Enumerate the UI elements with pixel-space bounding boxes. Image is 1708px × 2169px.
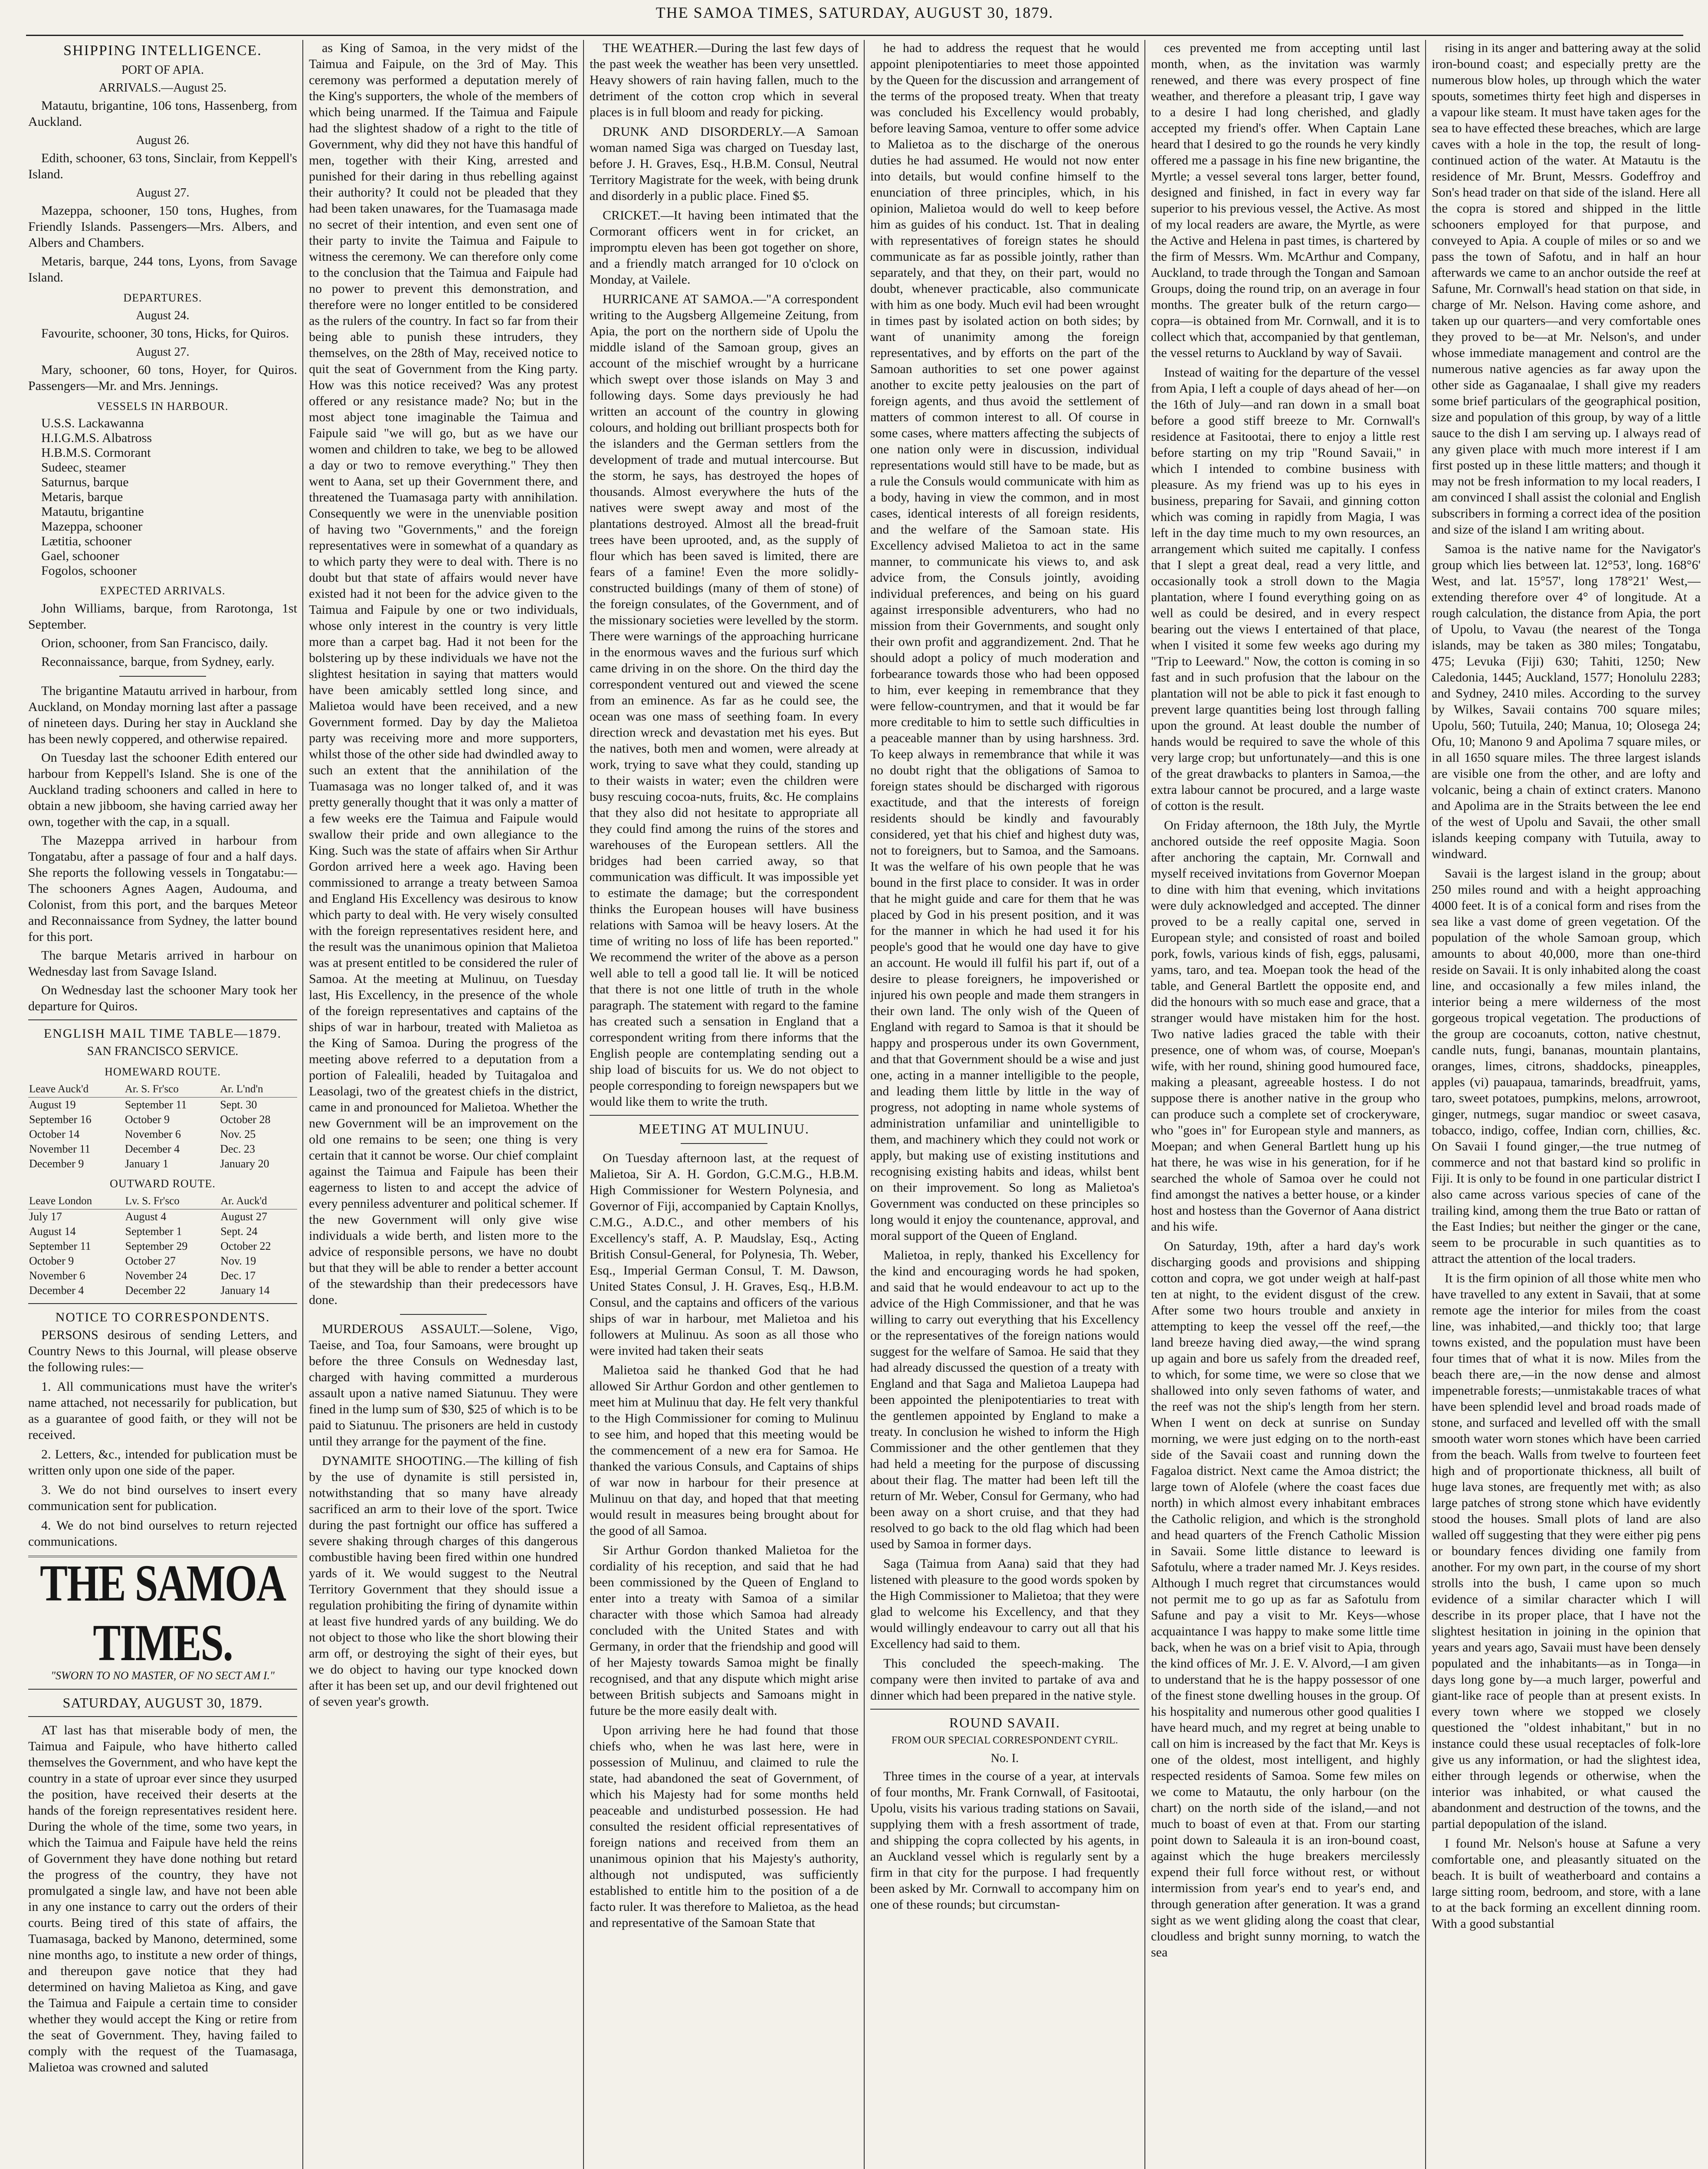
table-cell: January 20 <box>220 1157 269 1170</box>
table-cell: October 22 <box>220 1240 271 1252</box>
table-cell: November 6 <box>29 1269 85 1282</box>
meeting-text: This concluded the speech-making. The company were then invited to partake of ava and dinner which had been prepared in the native style. <box>870 1656 1139 1703</box>
homeward-table <box>28 1081 297 1171</box>
table-cell: December 4 <box>29 1284 84 1297</box>
savaii-number: No. I. <box>990 1752 1019 1765</box>
head-rule <box>26 35 1683 36</box>
outward-table <box>28 1193 297 1298</box>
outward-title: OUTWARD ROUTE. <box>110 1177 216 1190</box>
table-header: Leave London <box>28 1193 125 1209</box>
meeting-text: On Tuesday afternoon last, at the request of Malietoa, Sir A. H. Gordon, G.C.M.G., H.B.M. High Commissioner for Western Polynesia, and Governor of Fiji, accompanied by Captain Knollys, C.M.G., A.D.C., and other members of his Excellency's staff, A. P. Maudslay, Esq., Acting British Consul-General, for Polynesia, Th. Weber, Esq., Imperial German Consul, T. M. Dawson, United States Consul, J. H. Graves, Esq., H.B.M. Consul, and the captains and officers of the various ships of war in harbour, met Malietoa and his followers at Mulinuu. As soon as all those who were invited had taken their seats <box>590 1151 859 1358</box>
savaii-text: Samoa is the native name for the Navigator's group which lies between lat. 12°53', long. 168°6' West, and lat. 15°57', long 178°21' West,—extending therefore over 4° of longitude. At a rough calculation, the distance from Apia, the port of Upolu, to Vavau (the nearest of the Tonga islands, may be taken as 380 miles; Tongatabu, 475; Levuka (Fiji) 630; Tahiti, 1250; New Caledonia, 1445; Auckland, 1577; Honolulu 2283; and Sydney, 2410 miles. According to the survey by Wilkes, Savaii contains 700 square miles; Upolu, 560; Tutuila, 240; Manua, 10; Olosega 24; Ofu, 10; Manono 9 and Apolima 7 square miles, or in all 1650 square miles. The three largest islands are visible one from the other, and are lofty and volcanic, being a chain of extinct craters. Manono and Apolima are in the Straits between the lee end of the west of Upolu and Savaii, the other small islands keeping company with Tutuila, away to windward. <box>1432 542 1701 861</box>
arrival-entry: Metaris, barque, 244 tons, Lyons, from Savage Island. <box>28 254 297 285</box>
savaii-text: It is the firm opinion of all those white men who have travelled to any extent in Savaii, that at some remote age the interior for miles from the coast line, was inhabited,—and thickly too; that large towns existed, and the population must have been four times that of what it is now. Miles from the beach there are,—in the now dense and almost impenetrable forests;—unmistakable traces of what have been splendid level and broad roads made of stone, and surfaced and levelled off with the small smooth water worn stones which have been carried from the beach. Walls from twelve to fourteen feet high and of proportionate thickness, all built of huge lava stones, are frequently met with; as also large patches of strong stone which have evidently stood the houses. Small plots of land are also walled off suggesting that they were either pig pens or boundary fences dividing one family from another. For my own part, in the course of my short strolls into the bush, I came upon so much evidence of a similar character which I will describe in its proper place, that I have not the slightest hesitation in joining in the opinion that years and years ago, Savaii must have been densely populated and the inhabitants—as in Tonga—in days long gone by—a much larger, powerful and giant-like race of people than at present exists. In every town where we stopped we closely questioned the "oldest inhabitant," but in no instance could these usual receptacles of folk-lore give us any information, or had the slightest idea, either through legends or otherwise, when the interior was inhabited, or what caused the abandonment and destruction of the towns, and the partial depopulation of the island. <box>1432 1271 1701 1831</box>
divider <box>28 1303 297 1304</box>
table-header: Lv. S. Fr'sco <box>125 1193 220 1209</box>
table-row <box>28 1112 297 1127</box>
notice-paragraph: 4. We do not bind ourselves to return rejected communications. <box>28 1518 297 1549</box>
column-rule <box>1425 40 1426 2169</box>
column-rule <box>302 40 303 2169</box>
savaii-byline: FROM OUR SPECIAL CORRESPONDENT CYRIL. <box>891 1735 1118 1746</box>
vessel-entry: Gael, schooner <box>41 549 119 563</box>
running-head: THE SAMOA TIMES, SATURDAY, AUGUST 30, 1879. <box>656 4 1054 21</box>
shipping-news: On Tuesday last the schooner Edith entered our harbour from Keppell's Island. She is one of the Auckland trading schooners and called in here to obtain a new jibboom, she having carried away her own, together with the cap, in a squall. <box>28 750 297 829</box>
shipping-title: SHIPPING INTELLIGENCE. <box>63 43 262 59</box>
table-row <box>28 1127 297 1142</box>
table-row <box>28 1157 297 1171</box>
table-cell: Dec. 17 <box>220 1269 256 1282</box>
divider <box>28 1689 297 1690</box>
expected-heading: EXPECTED ARRIVALS. <box>100 584 226 597</box>
table-cell: January 14 <box>220 1284 270 1297</box>
vessel-entry: Mazeppa, schooner <box>41 519 143 534</box>
table-cell: September 16 <box>29 1113 92 1126</box>
shipping-news: The brigantine Matautu arrived in harbour, from Auckland, on Monday morning last after a passage of nineteen days. During her stay in Auckland she has been newly coppered, and otherwise repaired. <box>28 684 297 746</box>
table-cell: October 28 <box>220 1113 271 1126</box>
news-item-weather: THE WEATHER.—During the last few days of the past week the weather has been very unsettled. Heavy showers of rain having fallen, much to the detriment of the cotton crop which in several places is in full bloom and ready for picking. <box>590 41 859 119</box>
notice-paragraph: 2. Letters, &c., intended for publication must be written only upon one side of the paper. <box>28 1447 297 1478</box>
vessel-entry: Fogolos, schooner <box>41 564 137 578</box>
savaii-text: I found Mr. Nelson's house at Safune a very comfortable one, and pleasantly situated on the beach. It is built of weatherboard and contains a large sitting room, bedroom, and store, with a lane to at the back forming an excellent dinning room. With a good substantial <box>1432 1836 1701 1931</box>
column-6 <box>1432 40 1701 2169</box>
table-cell: November 24 <box>125 1269 187 1282</box>
arrival-date: August 27. <box>136 186 190 200</box>
column-2 <box>309 40 578 2169</box>
table-cell: November 6 <box>125 1128 181 1140</box>
table-cell: September 29 <box>125 1240 188 1252</box>
table-cell: December 4 <box>125 1143 180 1155</box>
table-cell: October 9 <box>125 1113 170 1126</box>
savaii-text: Instead of waiting for the departure of the vessel from Apia, I left a couple of days ahead of her—on the 16th of July—and ran down in a small boat before a good stiff breeze to Mr. Cornwall's residence at Fasitootai, there to enjoy a little rest before starting on my trip "Round Savaii," in which I intended to combine business with pleasure. As my friend was up to his eyes in business, preparing for Savaii, and ginning cotton which was coming in rapidly from Magia, I was left in the day time much to my own resources, an arrangement which suited me capitally. I confess that I slept a great deal, read a very little, and occasionally took a stroll down to the Magia plantation, where I found everything going on as well as could be desired, and in every respect bearing out the views I entertained of that place, when I visited it some few weeks ago during my "Trip to Leeward." Now, the cotton is coming in so fast and in such profusion that the labour on the plantation will not be able to pick it fast enough to prevent large quantities being lost through falling upon the ground. At least double the number of hands would be required to save the whole of this very large crop; but unfortunately—and this is one of the great drawbacks to planters in Samoa,—the extra labour cannot be procured, and a large waste of cotton is the result. <box>1151 365 1420 813</box>
expected-entry: Reconnaissance, barque, from Sydney, early. <box>41 655 275 669</box>
editorial-text: AT last has that miserable body of men, the Taimua and Faipule, who have hitherto called themselves the Government, and who have kept the country in a state of uproar ever since they usurped the position, have received their deserts at the hands of the foreign representatives resident here. During the whole of the time, some two years, in which the Taimua and Faipule have held the reins of Government they have done nothing but retard the progress of the country, they have not promulgated a single law, and have not been able in any one instance to carry out the orders of their courts. Being tired of this state of affairs, the Tuamasaga, backed by Manono, determined, some nine months ago, to institute a new order of things, and thereupon gave notice that they had determined on having Malietoa as King, and gave the Taimua and Faipule a certain time to consider whether they would accept the King or retire from the seat of Government. They, having failed to comply with the request of the Tuamasaga, Malietoa was crowned and saluted <box>28 1723 297 2074</box>
vessel-entry: U.S.S. Lackawanna <box>41 416 144 430</box>
table-cell: September 11 <box>29 1240 91 1252</box>
departure-entry: Mary, schooner, 60 tons, Hoyer, for Quiros. Passengers—Mr. and Mrs. Jennings. <box>28 363 297 393</box>
notice-title: NOTICE TO CORRESPONDENTS. <box>55 1310 270 1324</box>
news-item-assault: MURDEROUS ASSAULT.—Solene, Vigo, Taeise, and Toa, four Samoans, were brought up before the three Consuls on Wednesday last, charged with having committed a murderous assault upon a native named Siatunuu. They were fined in the lump sum of $30, $25 of which is to be paid to Siatunuu. The prisoners are held in custody until they arrange for the payment of the fine. <box>309 1322 578 1448</box>
divider <box>400 1314 487 1315</box>
table-header: Ar. S. Fr'sco <box>124 1081 219 1098</box>
table-cell: Dec. 23 <box>220 1143 256 1155</box>
savaii-text: Three times in the course of a year, at intervals of four months, Mr. Frank Cornwall, of Fasitootai, Upolu, visits his various trading stations on Savaii, supplying them with a fresh assortment of trade, and shipping the copra collected by his agents, in an Auckland vessel which is regularly sent by a firm in that city for the purpose. I had frequently been asked by Mr. Cornwall to accompany him on one of these rounds; but circumstan- <box>870 1769 1139 1912</box>
vessel-entry: H.B.M.S. Cormorant <box>41 446 151 460</box>
table-cell: September 1 <box>125 1225 182 1238</box>
column-5 <box>1151 40 1420 2169</box>
table-cell: August 14 <box>29 1225 76 1238</box>
savaii-text: On Saturday, 19th, after a hard day's work discharging goods and provisions and shipping cotton and copra, we got under weigh at half-past ten at night, to the evident disgust of the crew. After some two hours trouble and anxiety in attempting to keep the vessel off the reef,—the land breeze having died away,—the wind sprang up again and bore us safely from the dreaded reef, to which, for some time, we were so close that we shallowed into only seven fathoms of water, and the reef was not the ship's length from her stern. When I went on deck at sunrise on Sunday morning, we were just edging on to the north-east side of the Savaii coast and running down the Fagaloa district. Next came the Amoa district; the large town of Alofele (where the coast faces due north) in which almost every inhabitant embraces the Catholic religion, and which is the stronghold and head quarters of the French Catholic Mission in Savaii. Some little distance to leeward is Safotulu, where a trader named Mr. J. Keys resides. Although I much regret that circumstances would not permit me to go up as far as Safotulu from Safune and pay a visit to Mr. Keys—whose acquaintance I was happy to make some little time back, when he was on a brief visit to Apia, through the kind offices of Mr. J. E. V. Alvord,—I am given to understand that he is the happy possessor of one of the finest stone dwelling houses in the group. Of his hospitality and numerous other good qualities I have heard much, and my regret at being unable to call on him is increased by the fact that Mr. Keys is one of the oldest, most intelligent, and highly respected residents of Samoa. Some few miles on we come to Matautu, the only harbour (on the chart) on the north side of the island,—and not much to boast of even at that. From our starting point down to Saleaula it is an iron-bound coast, against which the huge breakers mercilessly expend their full force without rest, or without intermission from year's end to year's end, and through generation after generation. It was a grand sight as we went gliding along the coast that clear, cloudless and bright sunny morning, to watch the sea <box>1151 1239 1420 1959</box>
table-row <box>28 1224 297 1239</box>
table-cell: July 17 <box>29 1210 62 1223</box>
table-header-row <box>28 1081 297 1098</box>
table-cell: August 27 <box>220 1210 267 1223</box>
table-cell: December 9 <box>29 1157 84 1170</box>
table-header-row <box>28 1193 297 1209</box>
issue-date: SATURDAY, AUGUST 30, 1879. <box>62 1695 263 1710</box>
table-cell: September 11 <box>125 1098 187 1111</box>
notice-paragraph: PERSONS desirous of sending Letters, and Country News to this Journal, will please observe the following rules:— <box>28 1328 297 1374</box>
notice-paragraph: 3. We do not bind ourselves to insert every communication sent for publication. <box>28 1483 297 1513</box>
departures-heading: DEPARTURES. <box>123 292 202 304</box>
vessel-entry: Sudeec, steamer <box>41 460 126 475</box>
column-rule <box>583 40 584 2169</box>
savaii-title: ROUND SAVAII. <box>949 1715 1060 1730</box>
editorial-text: as King of Samoa, in the very midst of the Taimua and Faipule, on the 3rd of May. This ceremony was performed a deputation merely of the King's supporters, the whole of the members of which being unarmed. If the Taimua and Faipule had the slightest shadow of a right to the title of Government, why did they not have this handful of men, together with their King, arrested and punished for their daring in thus rebelling against their authority? It could not be pleaded that they had been taken unawares, for the Tuamasaga made no secret of their intention, and even sent one of their party to invite the Taimua and Faipule to witness the ceremony. We can therefore only come to the conclusion that the Taimua and Faipule had no power to prevent this demonstration, and therefore were no longer entitled to be considered as the rulers of the country. In fact so far from their being able to punish these intruders, they themselves, on the 28th of May, received notice to quit the seat of Government from the King party. How was this notice received? Was any protest offered or any resistance made? No; but in the most abject tone imaginable the Taimua and Faipule said "we will go, but as we have our women and children to take, we beg to be allowed a day or two to remove everything." They then went to Aana, set up their Government there, and threatened the Tuamasaga party with annihilation. Consequently we were in the unenviable position of having two "Governments," and the foreign representatives were in somewhat of a quandary as to which party they were to deal with. There is no doubt but that state of affairs would never have existed had it not been for the advice given to the Taimua and Faipule by one or two individuals, whose only interest in the country is very little more than a carpet bag. Had it not been for the bolstering up by these individuals we have not the slightest hesitation in saying that matters would have been amicably settled long since, and Malietoa would have been received, and a new Government formed. Day by day the Malietoa party was receiving more and more supporters, whilst those of the other side had dwindled away to such an extent that the annihilation of the Tuamasaga was no longer talked of, and it was pretty generally thought that it was only a matter of a few weeks ere the Taimua and Faipule would swallow their pride and own allegiance to the King. Such was the state of affairs when Sir Arthur Gordon arrived here a week ago. Having been commissioned to arrange a treaty between Samoa and England His Excellency was desirous to know which party to deal with. He very wisely consulted with the foreign representatives resident here, and the result was the unanimous opinion that Malietoa was at present entitled to be considered the ruler of Samoa. At the meeting at Mulinuu, on Tuesday last, His Excellency, in the presence of the whole of the foreign representatives and captains of the ships of war in harbour, treated with Malietoa as the King of Samoa. During the progress of the meeting above referred to a deputation from a portion of Falealili, headed by Tuitagaloa and Leasolagi, two of the greatest chiefs in the district, came in and pronounced for Malietoa. Whether the new Government will be an improvement on the old one remains to be seen; one thing is very certain that it cannot be worse. Our chief complaint against the Taimua and Faipule has been their eagerness to listen to and accept the advice of every penniless adventurer and political schemer. If the new Government will only give wise individuals a wide berth, and listen more to the advice of responsible persons, we have no doubt but that they will be able to render a better account of the stewardship than their predecessors have done. <box>309 41 578 1307</box>
table-cell: Nov. 25 <box>220 1128 256 1140</box>
table-cell: Sept. 24 <box>220 1225 258 1238</box>
vessel-entry: Saturnus, barque <box>41 475 129 489</box>
savaii-text: Savaii is the largest island in the group; about 250 miles round and with a height approaching 4000 feet. It is of a conical form and rises from the sea like a vast dome of green vegetation. Of the population of the whole Samoan group, which amounts to about 40,000, more than one-third reside on Savaii. It is only inhabited along the coast line, and occasionally a few miles inland, the interior being a mere wilderness of the most gorgeous tropical vegetation. The productions of the group are cocoanuts, cotton, native chestnut, candle nuts, fungi, bananas, mountain plantains, oranges, limes, citrons, shaddocks, pineapples, apples (vi) pauapaua, tamarinds, breadfruit, yams, taro, sweet potatoes, pumpkins, melons, arrowroot, ginger, nutmegs, sugar mandioc or sweet casava, tobacco, indigo, coffee, Indian corn, chillies, &c. On Savaii I found ginger,—the true nutmeg of commerce and not that bastard kind so prolific in Fiji. It is only to be found in one particular district I also came across various species of cane of the trailing kind, among them the true Bato or rattan of the East Indies; but neither the ginger or the cane, seem to be procurable in such quantities as to attract the attention of the local traders. <box>1432 866 1701 1266</box>
table-row <box>28 1098 297 1113</box>
divider <box>28 1716 297 1717</box>
meeting-text: Sir Arthur Gordon thanked Malietoa for the cordiality of his reception, and said that he had been commissioned by the Queen of England to enter into a treaty with Samoa of a similar character with those which Samoa had already concluded with the United States and with Germany, in order that the friendship and good will of her Majesty towards Samoa might be finally recognised, and that any dispute which might arise between British subjects and Samoans might in future be the more easily dealt with. <box>590 1543 859 1718</box>
arrivals-heading: ARRIVALS.—August 25. <box>98 81 227 95</box>
column-rule <box>1144 40 1145 2169</box>
arrival-entry: Edith, schooner, 63 tons, Sinclair, from Keppell's Island. <box>28 151 297 181</box>
departure-date: August 24. <box>136 309 190 322</box>
vessel-entry: Metaris, barque <box>41 490 123 504</box>
paper-motto: "SWORN TO NO MASTER, OF NO SECT AM I." <box>51 1669 275 1682</box>
table-header: Leave Auck'd <box>28 1081 124 1098</box>
mail-table-sub: SAN FRANCISCO SERVICE. <box>87 1045 239 1058</box>
meeting-text: Upon arriving here he had found that those chiefs who, when he was last here, were in possession of Mulinuu, and claimed to rule the state, had abandoned the seat of Government, of which his Majesty had for some months held peaceable and undisturbed possession. He had consulted the resident official representatives of foreign nations and received from them an unanimous opinion that his Majesty's authority, although not undisputed, was sufficiently established to entitle him to the position of a de facto ruler. It was therefore to Malietoa, as the head and representative of the Samoan State that <box>590 1723 859 1930</box>
vessel-entry: H.I.G.M.S. Albatross <box>41 431 152 445</box>
divider <box>119 676 206 677</box>
meeting-title: MEETING AT MULINUU. <box>639 1121 810 1137</box>
arrival-date: August 26. <box>136 134 190 147</box>
table-cell: August 19 <box>29 1098 76 1111</box>
table-row <box>28 1254 297 1268</box>
arrival-entry: Mazeppa, schooner, 150 tons, Hughes, from Friendly Islands. Passengers—Mrs. Albers, and Albers and Chambers. <box>28 203 297 250</box>
notice-paragraph: 1. All communications must have the writer's name attached, not necessarily for publication, but as a guarantee of good faith, or they will not be received. <box>28 1379 297 1442</box>
table-row <box>28 1239 297 1254</box>
savaii-text: ces prevented me from accepting until last month, when, as the invitation was warmly renewed, and there was every prospect of fine weather, and therefore a pleasant trip, I gave way to a desire I had long cherished, and gladly accepted my friend's offer. When Captain Lane heard that I desired to go the rounds he very kindly offered me a passage in his fine new brigantine, the Myrtle; a vessel several tons larger, better found, designed and finished, in fact in every way far superior to his previous vessel, the Active. As most of my local readers are aware, the Myrtle, as were the Active and Helena in past times, is chartered by the firm of Messrs. Wm. McArthur and Company, Auckland, to trade through the Tongan and Samoan Groups, doing the round trip, on an average in four months. The greater bulk of the return cargo—copra—is obtained from Mr. Cornwall, and it is to collect which that, accompanied by that gentleman, the vessel returns to Auckland by way of Savaii. <box>1151 41 1420 360</box>
table-row <box>28 1142 297 1157</box>
table-header: Ar. Auck'd <box>220 1193 297 1209</box>
mail-table-title: ENGLISH MAIL TIME TABLE—1879. <box>43 1026 282 1041</box>
table-cell: December 22 <box>125 1284 186 1297</box>
meeting-text: Malietoa said he thanked God that he had allowed Sir Arthur Gordon and other gentlemen to meet him at Mulinuu that day. He felt very thankful to the High Commissioner for coming to Mulinuu to see him, and hoped that this meeting would be the commencement of a new era for Samoa. He thanked the various Consuls, and Captains of ships of war now in harbour for their presence at Mulinuu on that day, and hoped that that meeting would result in measures being brought about for the good of all Samoa. <box>590 1363 859 1538</box>
meeting-text: Malietoa, in reply, thanked his Excellency for the kind and encouraging words he had spoken, and said that he would endeavour to act up to the advice of the High Commissioner, and that he was willing to carry out everything that his Excellency or the representatives of the foreign nations would suggest for the welfare of Samoa. He said that they had already discussed the question of a treaty with England and that Saga and Malietoa Laupepa had been appointed the plenipotentiaries to treat with the gentlemen appointed by England to make a treaty. In conclusion he wished to inform the High Commissioner and the other gentlemen that they had held a meeting for the purpose of discussing about their flag. The matter had been left till the return of Mr. Weber, Consul for Germany, who had been away on a short cruise, and that they had resolved to go back to the old flag which had been used by Samoa in former days. <box>870 1248 1139 1551</box>
shipping-news: The barque Metaris arrived in harbour on Wednesday last from Savage Island. <box>28 948 297 979</box>
table-cell: January 1 <box>125 1157 169 1170</box>
column-3 <box>590 40 859 2169</box>
homeward-title: HOMEWARD ROUTE. <box>105 1065 221 1078</box>
paper-nameplate: THE SAMOA TIMES. <box>39 1553 286 1671</box>
meeting-text: Saga (Taimua from Aana) said that they had listened with pleasure to the good words spoken by the High Commissioner to Malietoa; that they were glad to welcome his Excellency, and that they would willingly endeavour to carry out all that his Excellency had said to them. <box>870 1556 1139 1651</box>
column-1 <box>28 40 297 2169</box>
divider <box>870 1709 1139 1710</box>
news-item-drunk: DRUNK AND DISORDERLY.—A Samoan woman named Siga was charged on Tuesday last, before J. H. Graves, Esq., H.B.M. Consul, Neutral Territory Magistrate for the week, with being drunk and disorderly in a public place. Fined $5. <box>590 125 859 203</box>
divider <box>681 1143 767 1144</box>
news-item-cricket: CRICKET.—It having been intimated that the Cormorant officers went in for cricket, an impromptu eleven has been got together on shore, and a friendly match arranged for 10 o'clock on Monday, at Vailele. <box>590 208 859 287</box>
expected-entry: John Williams, barque, from Rarotonga, 1st September. <box>28 601 297 632</box>
meeting-text: he had to address the request that he would appoint plenipotentiaries to meet those appointed by the Queen for the discussion and arrangement of the terms of the proposed treaty. When that treaty was concluded his Excellency would probably, before leaving Samoa, venture to offer some advice to Malietoa as to the discharge of the onerous duties he had assumed. He would not now enter into details, but would confine himself to the enunciation of three principles, which, in his opinion, Malietoa would do well to keep before him as guides of his conduct. 1st. That in dealing with representatives of foreign states he should communicate as far as possible jointly, rather than separately, and that they, on their part, would no doubt, whenever practicable, also communicate with him as one body. Much evil had been wrought in times past by isolated action on both sides; by want of unanimity among the foreign representatives, and by efforts on the part of the Samoan authorities to set one power against another to excite petty jealousies on the part of foreign agents, and thus avoid the settlement of matters of common interest to all. Of course in some cases, where matters affecting the subjects of one nation only were in discussion, individual representations would still have to be made, but as a rule the Consuls would communicate with him as a body, having in view the common, and in most cases, identical interests of all foreign residents, and the welfare of the Samoan state. His Excellency advised Malietoa to act in the same manner, to communicate his views to, and ask advice from, the Consuls jointly, avoiding individual preferences, and being on his guard against irresponsible adventurers, who had no mission from their Governments, and sought only their own profit and aggrandizement. 2nd. That he should adopt a policy of much moderation and forbearance towards those who had been opposed to him, ever keeping in remembrance that they were fellow-countrymen, and that it would be far more creditable to him to settle such difficulties in a peaceable manner than by using harshness. 3rd. To keep always in remembrance that while it was no doubt right that the obligations of Samoa to foreign states should be discharged with rigorous exactitude, and that the interests of foreign residents should be kindly and favourably considered, yet that his chief and highest duty was, not to foreigners, but to Samoa, and the Samoans. It was the welfare of his own people that he was bound in the first place to consider. It was in order that he might guide and care for them that he was placed by God in his present position, and it was for the manner in which he had used it for his people's good that he would one day have to give an account. He would ill fulfil his part if, out of a desire to please foreigners, he impoverished or injured his own people and made them strangers in their own land. The only wish of the Queen of England with regard to Samoa is that it should be happy and prosperous under its own Government, and that that Government should be a wise and just one, acting in a manner intelligible to the people, and leading them little by little in the way of progress, not adopting in name whole systems of administration unfamiliar and unintelligible to them, and machinery which they could not work or apply, but making use of existing institutions and recognising existing habits and ideas, whilst bent on their improvement. So long as Malietoa's Government was conducted on these principles so long would it enjoy the countenance, approval, and moral support of the Queen of England. <box>870 41 1139 1243</box>
table-cell: Nov. 19 <box>220 1255 256 1267</box>
table-cell: October 27 <box>125 1255 176 1267</box>
vessels-heading: VESSELS IN HARBOUR. <box>97 400 229 413</box>
news-item-hurricane: HURRICANE AT SAMOA.—"A correspondent writing to the Augsberg Allgemeine Zeitung, from Apia, the port on the northern side of Upolu the middle island of the Samoan group, gives an account of the mischief wrought by a hurricane which swept over those islands on May 3 and following days. Some days previously he had written an account of the country in glowing colours, and holding out brilliant prospects both for the islanders and the German settlers from the development of trade and mutual intercourse. But the storm, he says, has destroyed the hopes of thousands. Almost everywhere the huts of the natives were swept away and most of the plantations destroyed. Almost all the bread-fruit trees have been uprooted, and, as the supply of flour which has been saved is limited, there are fears of a famine! Even the more solidly-constructed buildings (many of them of stone) of the foreign consulates, of the Government, and of the missionary societies were levelled by the storm. There were warnings of the approaching hurricane in the enormous waves and the furious surf which came driving in on the shore. On the third day the correspondent ventured out and viewed the scene from an eminence. As far as he could see, the ocean was one mass of seething foam. In every direction wreck and devastation met his eyes. But the natives, both men and women, were already at work, trying to save what they could, standing up to their waists in water; even the children were busy rescuing cocoa-nuts, fruits, &c. He complains that they also did not hesitate to appropriate all they could find among the ruins of the stores and warehouses of the European settlers. All the bridges had been carried away, so that communication was difficult. It was impossible yet to estimate the damage; but the correspondent thinks the European houses will have business relations with Samoa will be heavy losers. At the time of writing no loss of life has been reported." We recommend the writer of the above as a person well able to tell a good tall lie. It will be noticed that there is not one little of truth in the whole paragraph. The statement with regard to the famine has created such a sensation in England that a correspondent writing from there informs that the English people are contemplating sending out a ship load of biscuits for us. We do not object to people corresponding to foreign newspapers but we would like them to write the truth. <box>590 292 859 1109</box>
vessel-entry: Lætitia, schooner <box>41 534 132 548</box>
expected-entry: Orion, schooner, from San Francisco, daily. <box>41 636 268 650</box>
vessel-entry: Matautu, brigantine <box>41 505 144 519</box>
departure-date: August 27. <box>136 345 190 359</box>
news-item-dynamite: DYNAMITE SHOOTING.—The killing of fish by the use of dynamite is still persisted in, notwithstanding that so many have already sacrificed an arm to their love of the sport. Twice during the past fortnight our office has suffered a severe shaking through charges of this dangerous combustible having been fired within one hundred yards of it. We would suggest to the Neutral Territory Government that they should issue a regulation prohibiting the firing of dynamite within at least five hundred yards of any building. We do not object to those who like the short blowing their arm off, or destroying the sight of their eyes, but we do object to having our type knocked down after it has been set up, and our devil frightened out of seven year's growth. <box>309 1454 578 1709</box>
column-rule <box>864 40 865 2169</box>
arrival-entry: Matautu, brigantine, 106 tons, Hassenberg, from Auckland. <box>28 98 297 129</box>
table-header: Ar. L'nd'n <box>219 1081 297 1098</box>
port-title: PORT OF APIA. <box>121 63 204 77</box>
divider <box>28 1019 297 1020</box>
table-cell: November 11 <box>29 1143 91 1155</box>
column-4 <box>870 40 1139 2169</box>
shipping-news: The Mazeppa arrived in harbour from Tongatabu, after a passage of four and a half days. She reports the following vessels in Tongatabu:—The schooners Agnes Aagen, Audouma, and Colonist, from this port, and the barques Meteor and Reconnaissance from Sydney, the latter bound for this port. <box>28 833 297 944</box>
table-row <box>28 1283 297 1298</box>
table-cell: October 9 <box>29 1255 74 1267</box>
shipping-news: On Wednesday last the schooner Mary took her departure for Quiros. <box>28 983 297 1013</box>
table-cell: Sept. 30 <box>220 1098 257 1111</box>
savaii-text: rising in its anger and battering away at the solid iron-bound coast; and especially pretty are the numerous blow holes, up through which the water spouts, sometimes thirty feet high and disperses in a vapour like steam. It must have taken ages for the sea to have effected these breaches, which are large caves with a hole in the top, the result of long-continued action of the water. At Matautu is the residence of Mr. Brunt, Messrs. Godeffroy and Son's head trader on that side of the island. Here all the copra is stored and shipped in the little schooners employed for that purpose, and conveyed to Apia. A couple of miles or so and we pass the town of Safotu, and in half an hour afterwards we came to an anchor outside the reef at Safune, Mr. Cornwall's head station on that side, in charge of Mr. Nelson. Having come ashore, and taken up our quarters—and very comfortable ones they proved to be—at Mr. Nelson's, and under whose immediate management and control are the numerous native agencies as far away upon the other side as Gaganaalae, I shall give my readers some brief particulars of the geographical position, size and population of this group, by way of a little sauce to the dish I am serving up. I always read of any given place with much more interest if I am first posted up in these little matters; and though it may not be fresh information to my local readers, I am convinced I shall assist the colonial and English subscribers in forming a correct idea of the position and size of the island I am writing about. <box>1432 41 1701 537</box>
table-row <box>28 1209 297 1225</box>
divider <box>590 1115 859 1116</box>
table-cell: August 4 <box>125 1210 167 1223</box>
table-cell: October 14 <box>29 1128 80 1140</box>
departure-entry: Favourite, schooner, 30 tons, Hicks, for Quiros. <box>41 326 289 341</box>
table-row <box>28 1268 297 1283</box>
notice-block <box>28 1327 297 1550</box>
savaii-text: On Friday afternoon, the 18th July, the Myrtle anchored outside the reef opposite Magia. Soon after anchoring the captain, Mr. Cornwall and myself received invitations from Governor Moepan to dine with him that evening, which invitations were duly acknowledged and accepted. The dinner proved to be a really capital one, served in European style; and consisted of roast and boiled pork, fowls, various kinds of fish, eggs, palusami, yams, taro, and tea. Moepan took the head of the table, and General Bartlett the opposite end, and did the honours with so much ease and grace, that a stranger would have mistaken him for the host. Two native ladies graced the table with their presence, one of whom was, of course, Moepan's wife, with her round, shining good humoured face, making a pleasant, agreeable hostess. I do not suppose there is another native in the group who can produce such a complete set of crockeryware, who "goes in" for European style and manners, as Moepan; and when General Bartlett hung up his hat there, he was wise in his generation, for if he searched the whole of Samoa over he could not find amongst the natives a better house, or a kinder host and hostess than the Governor of Aana district and his wife. <box>1151 818 1420 1234</box>
